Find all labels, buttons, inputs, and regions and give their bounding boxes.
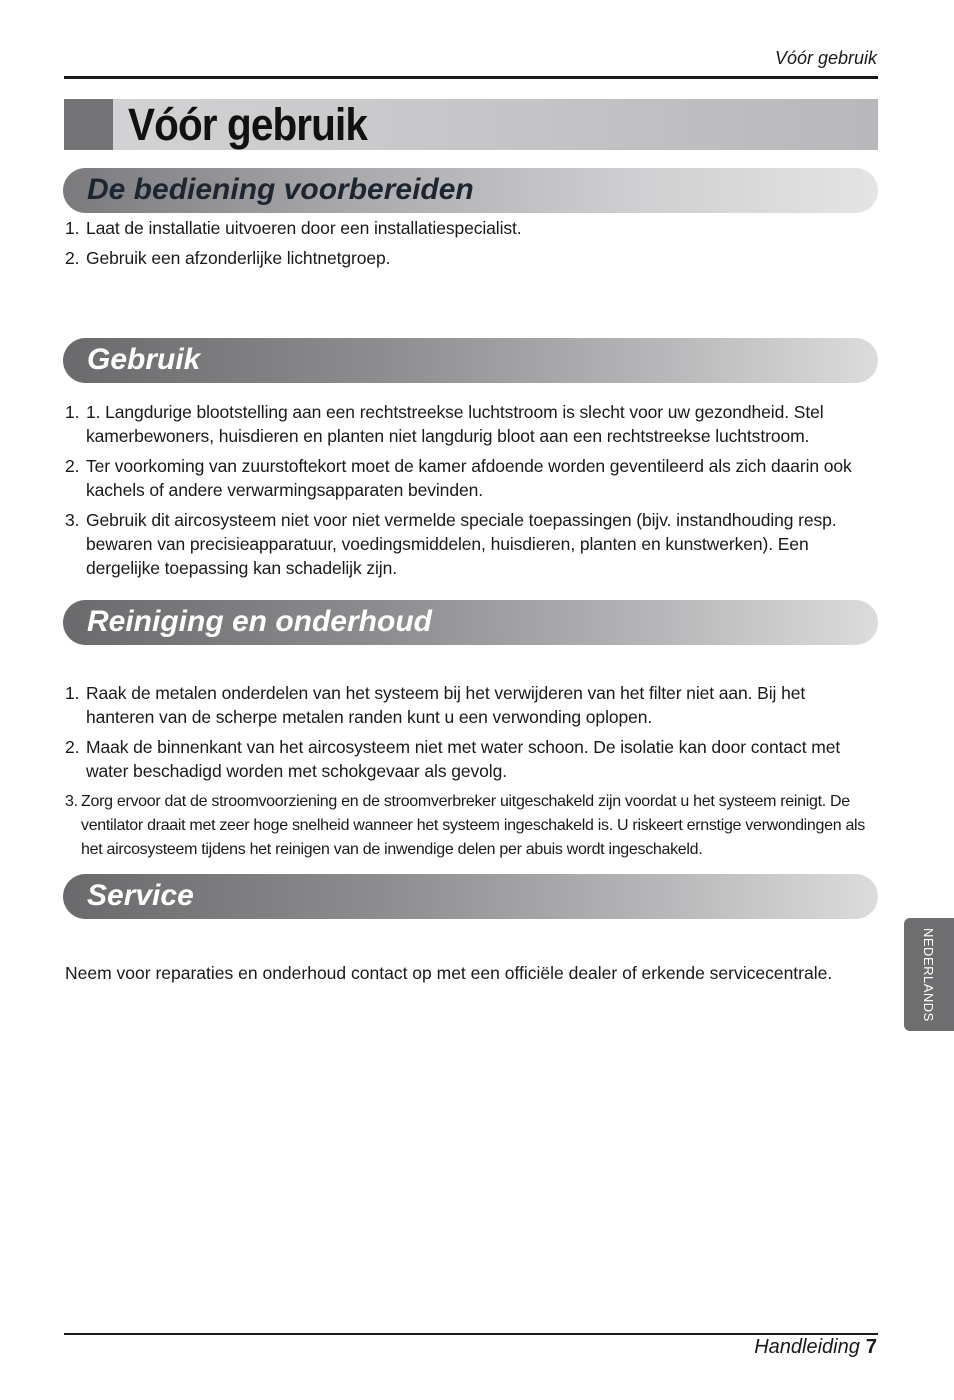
footer-label: Handleiding [754, 1336, 860, 1358]
page-title-bar [64, 99, 878, 150]
language-tab [904, 918, 954, 1031]
section-header-service [63, 874, 878, 919]
language-tab-label: NEDERLANDS [921, 928, 936, 1022]
cleaning-list-condensed [65, 790, 880, 868]
usage-list [65, 400, 875, 586]
list-item: 2. Ter voorkoming van zuurstoftekort moet de kamer afdoende worden geventileerd als zich daarin ook kachels of andere verwarmingsapparaten bevinden. [65, 456, 852, 500]
running-header: Vóór gebruik [774, 48, 877, 68]
section-title: Service [87, 879, 194, 912]
list-item: 1. Raak de metalen onderdelen van het systeem bij het verwijderen van het filter niet aan. Bij het hanteren van de scherpe metalen randen kunt u een verwonding oplopen. [65, 683, 806, 727]
list-item: 3. Gebruik dit aircosysteem niet voor niet vermelde speciale toepassingen (bijv. instandhouding resp. bewaren van precisieapparatuur, voedingsmiddelen, huisdieren, planten en kunstwerken). Een dergelijke toepassing kan schadelijk zijn. [65, 510, 837, 578]
section-header-usage [63, 338, 878, 383]
list-item: 3. Zorg ervoor dat de stroomvoorziening en de stroomverbreker uitgeschakeld zijn voordat u het systeem reinigt. De ventilator draait met zeer hoge snelheid wanneer het systeem ingeschakeld is. U riskeert ernstige verwondingen als het aircosysteem tijdens het reinigen van de inwendige delen per abuis wordt ingeschakeld. [65, 793, 866, 858]
service-text: Neem voor reparaties en onderhoud contact op met een officiële dealer of erkende servicecentrale. [65, 963, 833, 983]
page-title: Vóór gebruik [128, 99, 367, 150]
cleaning-list [65, 681, 875, 789]
top-rule [64, 76, 878, 79]
section-title: De bediening voorbereiden [87, 173, 474, 206]
list-item: 1. Laat de installatie uitvoeren door een installatiespecialist. [65, 218, 522, 238]
section-title: Gebruik [87, 343, 201, 376]
list-item: 1. 1. Langdurige blootstelling aan een rechtstreekse luchtstroom is slecht voor uw gezondheid. Stel kamerbewoners, huisdieren en planten niet langdurig bloot aan een rechtstreekse luchtstroom. [65, 402, 824, 446]
footer [754, 1336, 877, 1359]
preparation-list [65, 216, 875, 276]
section-header-cleaning [63, 600, 878, 645]
bottom-rule [64, 1333, 878, 1335]
section-header-preparation [63, 168, 878, 213]
list-item: 2. Gebruik een afzonderlijke lichtnetgroep. [65, 248, 391, 268]
title-accent-block [64, 99, 113, 150]
section-title: Reiniging en onderhoud [87, 605, 432, 638]
page-number: 7 [865, 1336, 877, 1358]
list-item: 2. Maak de binnenkant van het aircosysteem niet met water schoon. De isolatie kan door contact met water beschadigd worden met schokgevaar als gevolg. [65, 737, 841, 781]
